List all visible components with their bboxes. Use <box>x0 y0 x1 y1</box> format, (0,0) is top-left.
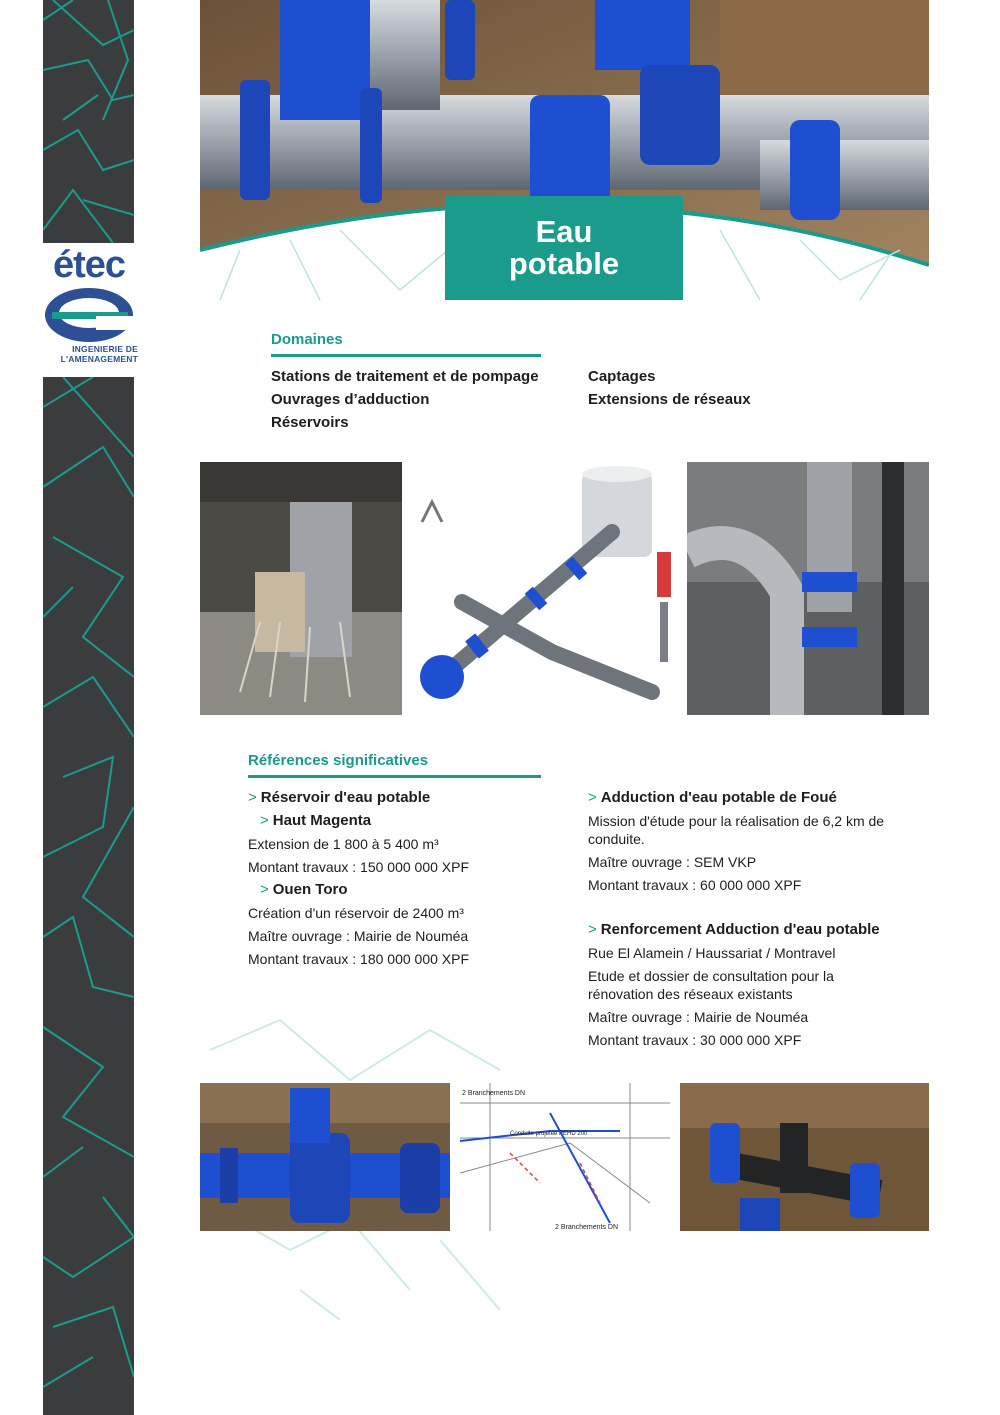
reference-detail: Création d'un réservoir de 2400 m³ <box>248 905 464 921</box>
domaine-item: Réservoirs <box>271 414 349 431</box>
etec-logo <box>40 244 138 370</box>
logo-wordmark: étec <box>52 244 126 286</box>
logo-e-mark <box>42 286 136 344</box>
domaines-rule <box>271 354 541 357</box>
photo-blue-pipe-fittings <box>200 1083 450 1231</box>
reference-detail: Etude et dossier de consultation pour la rénovation des réseaux existants <box>588 968 834 1002</box>
reference-detail: Rue El Alamein / Haussariat / Montravel <box>588 945 836 961</box>
photo-tee-junction-valves <box>680 1083 929 1231</box>
reference-title-text: Adduction d'eau potable de Foué <box>600 789 837 806</box>
references-right-column <box>588 789 888 1054</box>
reference-detail: Maître ouvrage : SEM VKP <box>588 854 757 870</box>
reference-subtitle-text: Ouen Toro <box>272 881 348 898</box>
reference-title-text: Réservoir d'eau potable <box>260 789 431 806</box>
reference-title <box>588 789 888 807</box>
map-lines-pattern <box>43 377 134 1415</box>
logo-tagline-line1: INGENIERIE DE <box>72 344 138 354</box>
technical-drawing-network-plan <box>450 1083 680 1231</box>
reference-subtitle <box>248 881 568 899</box>
reference-subtitle-text: Haut Magenta <box>272 812 372 829</box>
drawing-label: Conduite projetée PEHD 200 <box>510 1131 588 1137</box>
logo-tagline-line2: L'AMENAGEMENT <box>60 354 138 364</box>
domaine-item: Extensions de réseaux <box>588 391 751 408</box>
domaine-item: Stations de traitement et de pompage <box>271 368 539 385</box>
arrow-bullet: > <box>248 789 257 806</box>
arrow-bullet: > <box>260 881 269 898</box>
domaine-item: Captages <box>588 368 656 385</box>
map-lines-pattern <box>43 0 134 243</box>
reference-detail: Mission d'étude pour la réalisation de 6,2 km de conduite. <box>588 813 885 847</box>
page-title <box>445 196 683 300</box>
reference-detail: Extension de 1 800 à 5 400 m³ <box>248 836 439 852</box>
reference-title <box>248 789 568 807</box>
reference-detail: Maître ouvrage : Mairie de Nouméa <box>588 1009 809 1025</box>
references-heading: Références significatives <box>248 752 429 769</box>
reference-detail: Montant travaux : 60 000 000 XPF <box>588 877 802 893</box>
domaines-heading: Domaines <box>271 331 343 348</box>
title-line2: potable <box>508 246 620 281</box>
references-rule <box>248 775 541 778</box>
reference-detail: Maître ouvrage : Mairie de Nouméa <box>248 928 469 944</box>
reference-detail: Montant travaux : 180 000 000 XPF <box>248 951 470 967</box>
reference-title-text: Renforcement Adduction d'eau potable <box>600 921 880 938</box>
reference-subtitle <box>248 812 568 830</box>
photo-reservoir-construction <box>200 462 402 715</box>
arrow-bullet: > <box>588 789 597 806</box>
logo-tagline <box>40 344 138 364</box>
sidebar-strip-top <box>43 0 134 243</box>
reference-detail: Montant travaux : 30 000 000 XPF <box>588 1032 802 1048</box>
references-left-column <box>248 789 568 973</box>
illustration-pipe-network-3d <box>402 462 687 715</box>
arrow-bullet: > <box>260 812 269 829</box>
photo-pipe-gallery <box>687 462 929 715</box>
drawing-label: 2 Branchements DN <box>462 1090 526 1097</box>
sidebar-strip-bottom <box>43 377 134 1415</box>
reference-title <box>588 921 888 939</box>
arrow-bullet: > <box>588 921 597 938</box>
drawing-label: 2 Branchements DN <box>555 1224 619 1231</box>
domaine-item: Ouvrages d’adduction <box>271 391 430 408</box>
reference-detail: Montant travaux : 150 000 000 XPF <box>248 859 470 875</box>
title-line1: Eau <box>535 214 593 249</box>
